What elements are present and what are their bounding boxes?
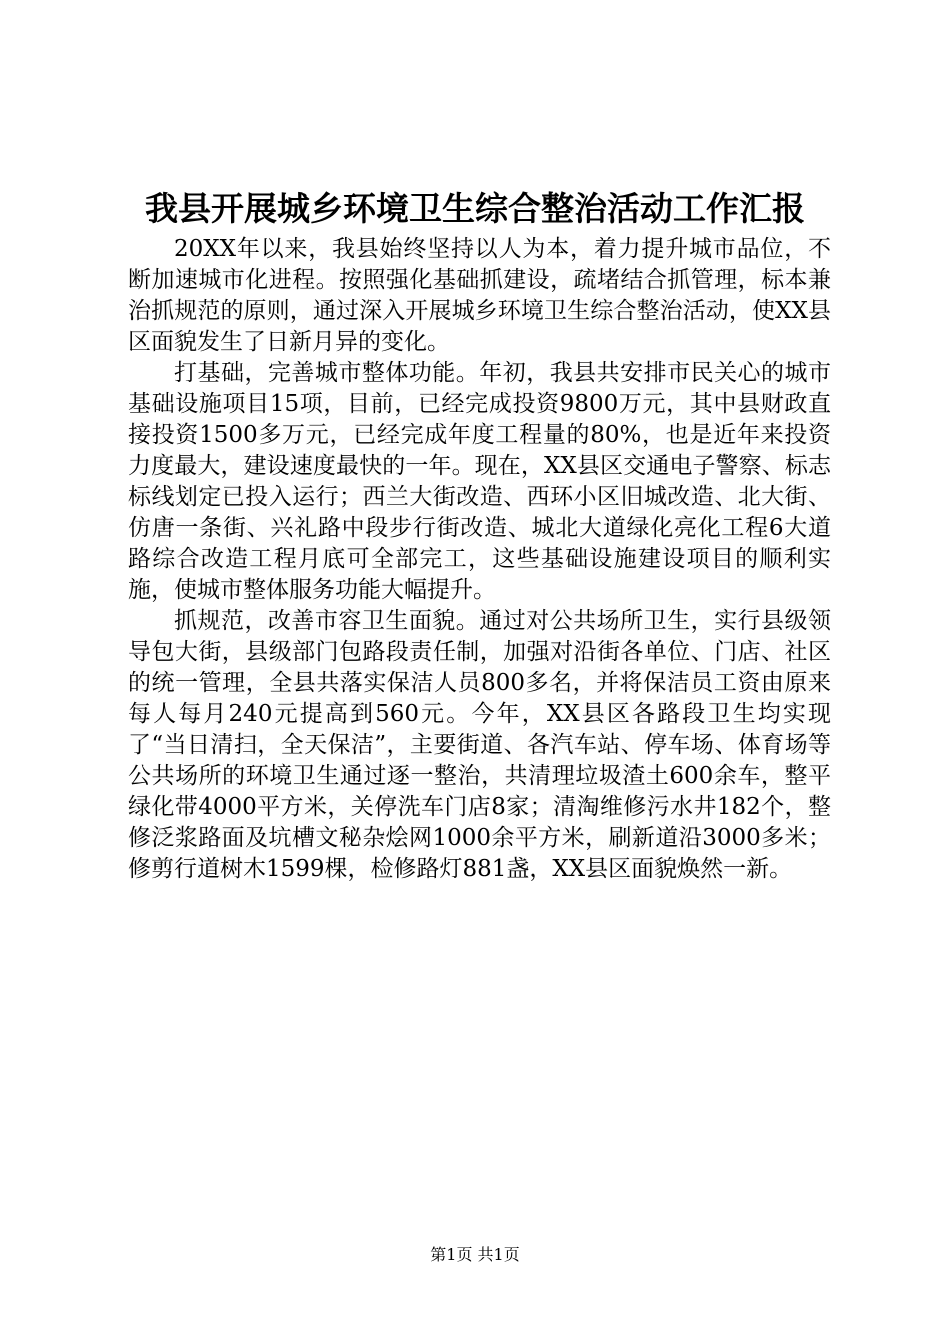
paragraph-sanitation: 抓规范，改善市容卫生面貌。通过对公共场所卫生，实行县级领导包大街，县级部门包路段责任制，加强对沿街各单位、门店、社区的统一管理，全县共落实保洁人员800多名，并将保洁员工资由原来每人每月240元提高到560元。今年，XX县区各路段卫生均实现了“当日清扫，全天保洁”，主要街道、各汽车站、停车场、体育场等公共场所的环境卫生通过逐一整治，共清理垃圾渣土600余车，整平绿化带4000平方米，关停洗车门店8家；清淘维修污水井182个，整修泛浆路面及坑槽文秘杂烩网1000余平方米，刷新道沿3000多米；修剪行道树木1599棵，检修路灯881盏，XX县区面貌焕然一新。 xyxy=(128,608,831,882)
paragraph-intro: 20XX年以来，我县始终坚持以人为本，着力提升城市品位，不断加速城市化进程。按照强化基础抓建设，疏堵结合抓管理，标本兼治抓规范的原则，通过深入开展城乡环境卫生综合整治活动，使XX县区面貌发生了日新月异的变化。 xyxy=(128,236,831,355)
paragraph-infrastructure: 打基础，完善城市整体功能。年初，我县共安排市民关心的城市基础设施项目15项，目前，已经完成投资9800万元，其中县财政直接投资1500多万元，已经完成年度工程量的80%，也是近年来投资力度最大，建设速度最快的一年。现在，XX县区交通电子警察、标志标线划定已投入运行；西兰大街改造、西环小区旧城改造、北大街、仿唐一条街、兴礼路中段步行街改造、城北大道绿化亮化工程6大道路综合改造工程月底可全部完工，这些基础设施建设项目的顺利实施，使城市整体服务功能大幅提升。 xyxy=(128,360,831,603)
page-number-footer: 第1页 共1页 xyxy=(430,1245,520,1264)
page-title: 我县开展城乡环境卫生综合整治活动工作汇报 xyxy=(145,189,805,228)
document-body xyxy=(128,234,831,885)
